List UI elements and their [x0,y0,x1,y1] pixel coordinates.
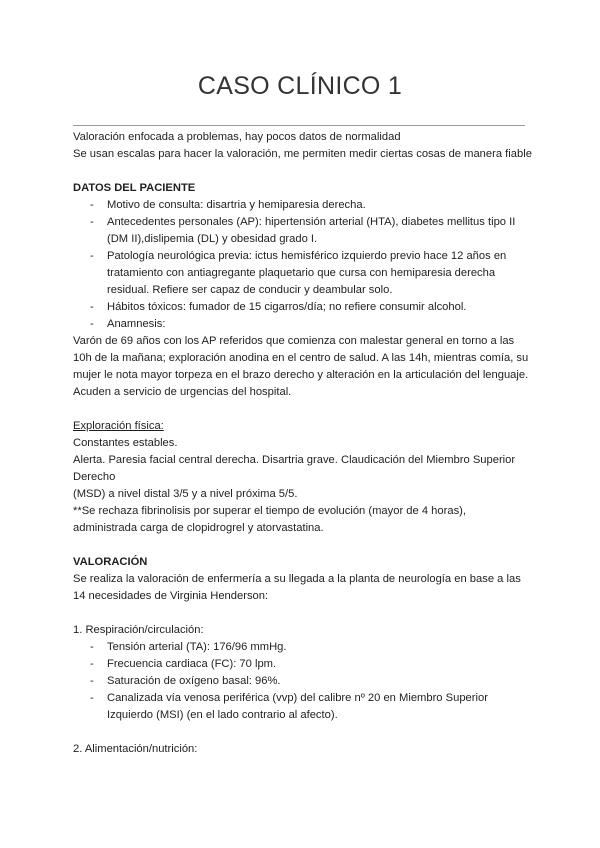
spacer [73,537,533,554]
spacer [73,605,533,622]
exploration-line: Alerta. Paresia facial central derecha. Disartria grave. Claudicación del Miembro Superior Derecho [73,454,516,483]
list-item: - Patología neurológica previa: ictus hemisférico izquierdo previo hace 12 años en tratamiento con antiagregante plaquetario que cursa con hemiparesia derecha residual. Refiere ser capaz de conducir y deambular solo. [107,248,533,299]
section-heading-valoracion: VALORACIÓN [73,556,148,568]
exploration-line: **Se rechaza fibrinolisis por superar el tiempo de evolución (mayor de 4 horas), administrada carga de clopidrogrel y atorvastatina. [73,505,466,534]
need-heading-respiracion: 1. Respiración/circulación: [73,624,204,636]
list-item: - Hábitos tóxicos: fumador de 15 cigarros/día; no refiere consumir alcohol. [107,299,533,316]
valoracion-intro: Se realiza la valoración de enfermería a su llegada a la planta de neurología en base a las 14 necesidades de Virginia Henderson: [73,573,521,602]
document-title: CASO CLÍNICO 1 [197,72,403,100]
title-divider [73,125,525,126]
patient-data-list [73,197,533,333]
spacer [73,163,533,180]
section-heading-datos-paciente: DATOS DEL PACIENTE [73,182,196,194]
anamnesis-paragraph: Varón de 69 años con los AP referidos que comienza con malestar general en torno a las 10h de la mañana; exploración anodina en el centro de salud. A las 14h, mientras comía, su mujer le nota mayor torpeza en el brazo derecho y alteración en la articulación del lenguaje. Acuden a servicio de urgencias del hospital. [73,335,529,398]
list-item: - Motivo de consulta: disartria y hemiparesia derecha. [107,197,533,214]
list-item: - Anamnesis: [107,316,533,333]
spacer [73,724,533,741]
list-item: - Tensión arterial (TA): 176/96 mmHg. [107,639,533,656]
list-item: - Saturación de oxígeno basal: 96%. [107,673,533,690]
list-item: - Frecuencia cardiaca (FC): 70 lpm. [107,656,533,673]
respiration-list [73,639,533,724]
spacer [73,401,533,418]
section-heading-exploracion: Exploración física: [73,420,164,432]
list-item: - Canalizada vía venosa periférica (vvp) del calibre nº 20 en Miembro Superior Izquierdo (MSI) (en el lado contrario al afecto). [107,690,533,724]
document-body [73,129,533,758]
exploration-line: (MSD) a nivel distal 3/5 y a nivel próxima 5/5. [73,488,298,500]
list-item: - Antecedentes personales (AP): hipertensión arterial (HTA), diabetes mellitus tipo II (DM II),dislipemia (DL) y obesidad grado I. [107,214,533,248]
intro-line: Valoración enfocada a problemas, hay pocos datos de normalidad [73,131,401,143]
need-heading-alimentacion: 2. Alimentación/nutrición: [73,743,198,755]
exploration-line: Constantes estables. [73,437,178,449]
intro-line: Se usan escalas para hacer la valoración, me permiten medir ciertas cosas de manera fiable [73,148,532,160]
